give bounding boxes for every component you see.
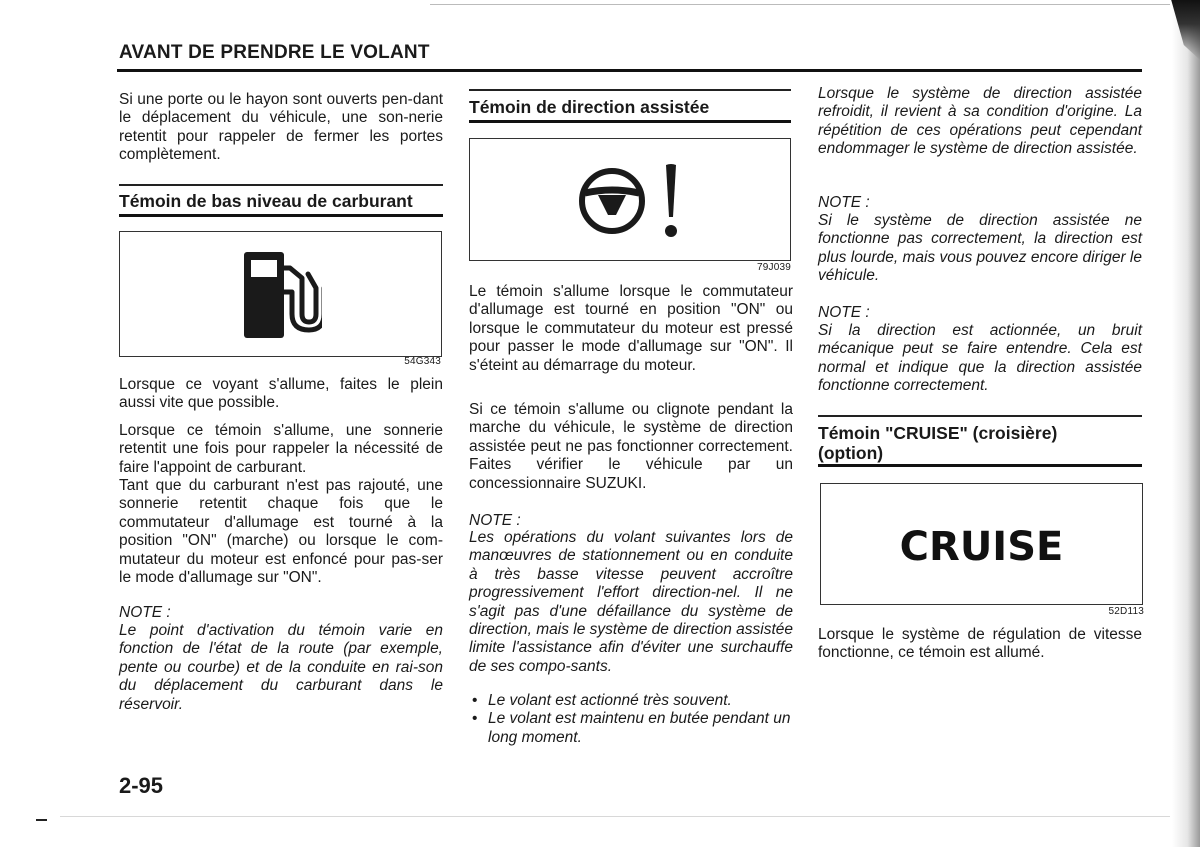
note-text: Si la direction est actionnée, un bruit mécanique peut se faire entendre. Cela est normal et indique que la direction assistée fonctionne correctement. xyxy=(818,322,1142,395)
section-rule-bottom xyxy=(469,120,791,123)
note-text: Les opérations du volant suivantes lors de manœuvres de stationnement ou en conduite à très basse vitesse peuvent accroître progressivement l'effort direction-nel. Il ne s'agit pas d'une défaillance du système de direction, mais le système de direction assistée limite l'assistance afin d'éviter une surchauffe de ses compo-sants. xyxy=(469,529,793,675)
figure-code: 79J039 xyxy=(756,262,791,273)
section-rule-top xyxy=(119,184,443,186)
section-rule-top xyxy=(469,89,791,91)
note-label: NOTE : xyxy=(469,512,521,529)
section-rule-bottom xyxy=(818,464,1142,467)
chapter-title: AVANT DE PRENDRE LE VOLANT xyxy=(119,42,430,63)
fuel-warning-heading: Témoin de bas niveau de carburant xyxy=(119,191,413,211)
section-rule-top xyxy=(818,415,1142,417)
cruise-heading-line-2: (option) xyxy=(818,443,884,463)
cruise-heading-line-1: Témoin "CRUISE" (croisière) xyxy=(818,423,1058,443)
note-label: NOTE : xyxy=(818,194,870,211)
power-steering-paragraph-2: Si ce témoin s'allume ou clignote pendant la marche du véhicule, le système de direction assistée peut ne pas fonctionner correctement. Faites vérifier le véhicule par un concessionnaire SUZUKI. xyxy=(469,401,793,492)
note-text: Si le système de direction assistée ne fonctionne pas correctement, la direction est plus lourde, mais vous pouvez encore diriger le véhicule. xyxy=(818,212,1142,285)
fuel-warning-figure xyxy=(119,231,442,357)
page-edge-shadow xyxy=(1172,0,1200,847)
note-text: Le point d'activation du témoin varie en fonction de l'état de la route (par exemple, pente ou courbe) et de la conduite en rai-son du déplacement du carburant dans le réservoir. xyxy=(119,622,443,713)
note-label: NOTE : xyxy=(119,604,171,621)
fuel-paragraph-1: Lorsque ce voyant s'allume, faites le plein aussi vite que possible. xyxy=(119,376,443,412)
header-rule xyxy=(117,69,1142,72)
note-label: NOTE : xyxy=(818,304,870,321)
intro-paragraph: Si une porte ou le hayon sont ouverts pen-dant le déplacement du véhicule, une son-nerie retentit pour rappeler de fermer les portes complètement. xyxy=(119,91,443,164)
figure-code: 52D113 xyxy=(1108,606,1144,617)
list-item: • Le volant est maintenu en butée pendant un long moment. xyxy=(469,710,793,747)
cruise-indicator-word: CRUISE xyxy=(899,524,1064,570)
steering-wheel-warning-icon xyxy=(576,157,686,247)
fuel-paragraph-2: Lorsque ce témoin s'allume, une sonnerie retentit une fois pour rappeler la nécessité de faire l'appoint de carburant. xyxy=(119,422,443,476)
power-steering-cooldown-text: Lorsque le système de direction assistée refroidit, il revient à sa condition d'origine. La répétition de ces opérations peut cependant endommager le système de direction assistée. xyxy=(818,85,1142,158)
margin-dash xyxy=(36,819,47,821)
fuel-pump-icon xyxy=(242,248,322,348)
cruise-paragraph: Lorsque le système de régulation de vitesse fonctionne, ce témoin est allumé. xyxy=(818,626,1142,662)
note-bullet-list xyxy=(469,692,793,747)
power-steering-heading: Témoin de direction assistée xyxy=(469,97,710,117)
fuel-paragraph-3: Tant que du carburant n'est pas rajouté, une sonnerie retentit chaque fois que le commutateur d'allumage est tourné à la position "ON" (marche) ou lorsque le com-mutateur du moteur est enfoncé pour pas-ser le mode d'allumage sur "ON". xyxy=(119,477,443,587)
bottom-rule xyxy=(60,816,1170,817)
top-divider xyxy=(430,4,1170,5)
page-number: 2-95 xyxy=(119,773,164,798)
power-steering-figure xyxy=(469,138,791,261)
figure-code: 54G343 xyxy=(404,356,441,367)
power-steering-paragraph-1: Le témoin s'allume lorsque le commutateur d'allumage est tourné en position "ON" ou lorsque le commutateur du moteur est pressé pour passer le mode d'allumage sur "ON". Il s'éteint au démarrage du moteur. xyxy=(469,283,793,374)
cruise-figure xyxy=(820,483,1143,605)
list-item: • Le volant est actionné très souvent. xyxy=(469,692,793,710)
section-rule-bottom xyxy=(119,214,443,217)
